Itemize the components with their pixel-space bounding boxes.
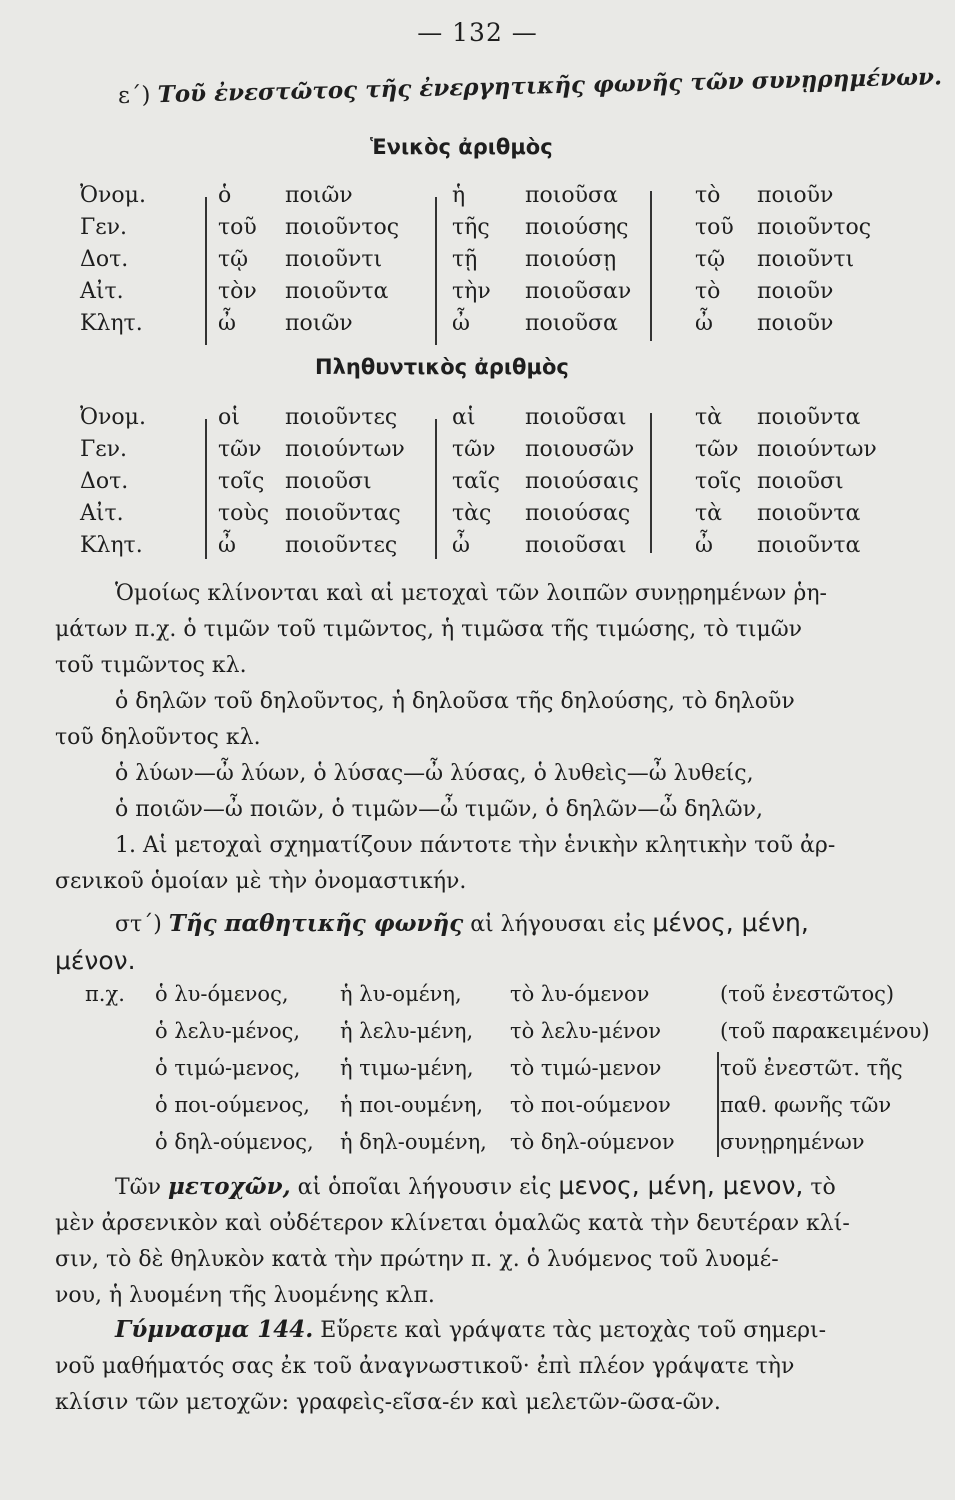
fem-participle: ἡ λελυ-μένη, <box>340 1019 474 1043</box>
neut-article: τοῦ <box>695 215 734 240</box>
exercise-text: Εὕρετε καὶ γράψατε τὰς μετοχὰς τοῦ σημερι- <box>320 1318 827 1343</box>
fem-participle: ἡ δηλ-ουμένη, <box>340 1130 487 1154</box>
text-line: ὁ λύων—ὦ λύων, ὁ λύσας—ὦ λύσας, ὁ λυθεὶς—ὦ λυθείς, <box>115 761 754 786</box>
fem-article: τῶν <box>452 437 496 462</box>
fem-form: ποιούσας <box>525 501 631 526</box>
neut-article: τοῖς <box>695 469 742 494</box>
section-e-label: ε΄) <box>117 82 151 109</box>
neut-form: ποιοῦν <box>757 279 834 304</box>
section-st-label: στ΄) <box>115 912 162 937</box>
case-label: Δοτ. <box>80 247 129 272</box>
neut-participle: τὸ λυ-όμενον <box>510 982 650 1006</box>
neut-participle: τὸ λελυ-μένον <box>510 1019 661 1043</box>
text-span: αἱ ὁποῖαι λήγουσιν εἰς <box>297 1175 552 1200</box>
neut-article: ὦ <box>695 311 713 336</box>
neut-article: τῶν <box>695 437 739 462</box>
participle-list <box>85 982 945 1167</box>
section-e-title: Τοῦ ἐνεστῶτος τῆς ἐνεργητικῆς φωνῆς τῶν συνῃρημένων. <box>157 63 943 109</box>
masc-article: ὦ <box>218 533 236 558</box>
masc-form: ποιοῦντα <box>285 279 389 304</box>
text-line <box>55 905 925 943</box>
participle-note: τοῦ ἐνεστῶτ. τῆς <box>720 1056 903 1080</box>
neut-article: τὸ <box>695 279 721 304</box>
fem-article: τῆς <box>452 215 490 240</box>
masc-participle: ὁ τιμώ-μενος, <box>155 1056 301 1080</box>
fem-article: ὦ <box>452 311 470 336</box>
text-line: Ὁμοίως κλίνονται καὶ αἱ μετοχαὶ τῶν λοιπῶν συνῃρημένων ῥη- <box>115 581 827 606</box>
neut-form: ποιοῦσι <box>757 469 844 494</box>
case-label: Ὀνομ. <box>80 405 146 430</box>
text-span: Τῶν <box>115 1175 161 1200</box>
table-row <box>80 437 880 469</box>
text-line <box>55 1168 925 1206</box>
masc-participle: ὁ λελυ-μένος, <box>155 1019 301 1043</box>
case-label: Ὀνομ. <box>80 183 146 208</box>
fem-article: ὦ <box>452 533 470 558</box>
plural-heading: Πληθυντικὸς ἀριθμὸς <box>315 355 569 379</box>
masc-article: τὸν <box>218 279 257 304</box>
example-prefix: π.χ. <box>85 982 125 1006</box>
fem-form: ποιούσῃ <box>525 247 617 272</box>
fem-form: ποιοῦσα <box>525 311 618 336</box>
case-label: Γεν. <box>80 437 128 462</box>
table-row <box>80 533 880 565</box>
fem-form: ποιοῦσαν <box>525 279 632 304</box>
fem-form: ποιοῦσα <box>525 183 618 208</box>
ending-forms: μενος, μένη, μενον, <box>558 1171 804 1200</box>
masc-article: τοῦ <box>218 215 257 240</box>
table-row <box>80 183 880 215</box>
masc-article: τῶν <box>218 437 262 462</box>
neut-form: ποιοῦν <box>757 311 834 336</box>
neut-article: τῷ <box>695 247 726 272</box>
case-label: Αἰτ. <box>80 279 124 304</box>
neut-form: ποιοῦντος <box>757 215 872 240</box>
fem-article: αἱ <box>452 405 476 430</box>
text-line: νοῦ μαθήματός σας ἐκ τοῦ ἀναγνωστικοῦ· ἐπὶ πλέον γράψατε τὴν <box>55 1354 795 1379</box>
fem-participle: ἡ τιμω-μένη, <box>340 1056 474 1080</box>
text-line: μὲν ἀρσενικὸν καὶ οὐδέτερον κλίνεται ὁμαλῶς κατὰ τὴν δευτέραν κλί- <box>55 1211 850 1236</box>
text-line: κλίσιν τῶν μετοχῶν: γραφεὶς-εῖσα-έν καὶ μελετῶν-ῶσα-ῶν. <box>55 1390 721 1415</box>
table-row <box>80 279 880 311</box>
text-line: μάτων π.χ. ὁ τιμῶν τοῦ τιμῶντος, ἡ τιμῶσα τῆς τιμώσης, τὸ τιμῶν <box>55 617 803 642</box>
table-row <box>80 215 880 247</box>
table-row <box>80 247 880 279</box>
fem-form: ποιουσῶν <box>525 437 635 462</box>
fem-article: ταῖς <box>452 469 500 494</box>
case-label: Κλητ. <box>80 311 143 336</box>
neut-article: τὰ <box>695 405 723 430</box>
section-st-title: Τῆς παθητικῆς φωνῆς <box>168 910 464 937</box>
fem-article: τὰς <box>452 501 492 526</box>
masc-form: ποιῶν <box>285 183 353 208</box>
masc-article: οἱ <box>218 405 240 430</box>
neut-participle: τὸ δηλ-ούμενον <box>510 1130 675 1154</box>
case-label: Κλητ. <box>80 533 143 558</box>
text-line: ὁ ποιῶν—ὦ ποιῶν, ὁ τιμῶν—ὦ τιμῶν, ὁ δηλῶν—ὦ δηλῶν, <box>115 797 763 822</box>
text-line: σιν, τὸ δὲ θηλυκὸν κατὰ τὴν πρώτην π. χ. ὁ λυόμενος τοῦ λυομέ- <box>55 1247 779 1272</box>
case-label: Αἰτ. <box>80 501 124 526</box>
masc-article: ὁ <box>218 183 232 208</box>
neut-form: ποιοῦντι <box>757 247 855 272</box>
prose-block-2 <box>55 1168 925 1314</box>
masc-form: ποιοῦντες <box>285 405 398 430</box>
neut-participle: τὸ ποι-ούμενον <box>510 1093 671 1117</box>
fem-article: τὴν <box>452 279 491 304</box>
participle-note: συνῃρημένων <box>720 1130 865 1154</box>
section-st-endings-cont: μένον. <box>55 946 136 975</box>
neut-form: ποιοῦντα <box>757 501 861 526</box>
section-e-heading <box>118 63 943 109</box>
fem-form: ποιοῦσαι <box>525 533 627 558</box>
list-item <box>85 1019 945 1056</box>
masc-participle: ὁ ποι-ούμενος, <box>155 1093 310 1117</box>
fem-participle: ἡ λυ-ομένη, <box>340 982 462 1006</box>
exercise-block <box>55 1312 925 1421</box>
neut-form: ποιούντων <box>757 437 877 462</box>
masc-form: ποιούντων <box>285 437 405 462</box>
fem-form: ποιοῦσαι <box>525 405 627 430</box>
masc-article: τῷ <box>218 247 249 272</box>
table-row <box>80 469 880 501</box>
masc-participle: ὁ λυ-όμενος, <box>155 982 289 1006</box>
neut-participle: τὸ τιμώ-μενον <box>510 1056 662 1080</box>
participle-note: παθ. φωνῆς τῶν <box>720 1093 892 1117</box>
text-line: τοῦ δηλοῦντος κλ. <box>55 725 261 750</box>
masc-form: ποιοῦσι <box>285 469 372 494</box>
participle-note: (τοῦ παρακειμένου) <box>720 1019 930 1043</box>
fem-form: ποιούσαις <box>525 469 639 494</box>
fem-article: τῇ <box>452 247 478 272</box>
table-row <box>80 405 880 437</box>
neut-article: τὰ <box>695 501 723 526</box>
masc-article: τοῖς <box>218 469 265 494</box>
neut-form: ποιοῦντα <box>757 533 861 558</box>
case-label: Δοτ. <box>80 469 129 494</box>
text-line: τοῦ τιμῶντος κλ. <box>55 653 247 678</box>
neut-article: τὸ <box>695 183 721 208</box>
emphasis-term: μετοχῶν, <box>168 1173 291 1200</box>
singular-table <box>80 183 880 343</box>
plural-table <box>80 405 880 565</box>
text-line <box>55 1312 925 1349</box>
list-item <box>85 1093 945 1130</box>
text-span: τὸ <box>810 1175 836 1200</box>
fem-form: ποιούσης <box>525 215 629 240</box>
neut-form: ποιοῦν <box>757 183 834 208</box>
list-item <box>85 982 945 1019</box>
section-st-heading <box>55 905 925 979</box>
text-line: ὁ δηλῶν τοῦ δηλοῦντος, ἡ δηλοῦσα τῆς δηλούσης, τὸ δηλοῦν <box>115 689 795 714</box>
page-number: — 132 — <box>417 18 538 47</box>
list-item <box>85 1056 945 1093</box>
text-line: 1. Αἱ μετοχαὶ σχηματίζουν πάντοτε τὴν ἑνικὴν κλητικὴν τοῦ ἀρ- <box>115 833 836 858</box>
masc-article: ὦ <box>218 311 236 336</box>
text-line: σενικοῦ ὁμοίαν μὲ τὴν ὀνομαστικήν. <box>55 869 467 894</box>
masc-article: τοὺς <box>218 501 270 526</box>
masc-form: ποιοῦντος <box>285 215 400 240</box>
case-label: Γεν. <box>80 215 128 240</box>
neut-article: ὦ <box>695 533 713 558</box>
singular-heading: Ἑνικὸς ἀριθμὸς <box>370 135 553 159</box>
masc-participle: ὁ δηλ-ούμενος, <box>155 1130 314 1154</box>
table-row <box>80 311 880 343</box>
fem-article: ἡ <box>452 183 466 208</box>
masc-form: ποιοῦντες <box>285 533 398 558</box>
masc-form: ποιοῦντας <box>285 501 401 526</box>
section-st-endings: μένος, μένη, <box>652 908 809 937</box>
list-item <box>85 1130 945 1167</box>
masc-form: ποιοῦντι <box>285 247 383 272</box>
participle-note: (τοῦ ἐνεστῶτος) <box>720 982 895 1006</box>
prose-block-1 <box>55 576 925 900</box>
fem-participle: ἡ ποι-ουμένη, <box>340 1093 483 1117</box>
text-line: νου, ἡ λυομένη τῆς λυομένης κλπ. <box>55 1283 435 1308</box>
section-st-text: αἱ λήγουσαι εἰς <box>470 912 646 937</box>
table-row <box>80 501 880 533</box>
masc-form: ποιῶν <box>285 311 353 336</box>
exercise-label: Γύμνασμα 144. <box>115 1316 314 1343</box>
neut-form: ποιοῦντα <box>757 405 861 430</box>
